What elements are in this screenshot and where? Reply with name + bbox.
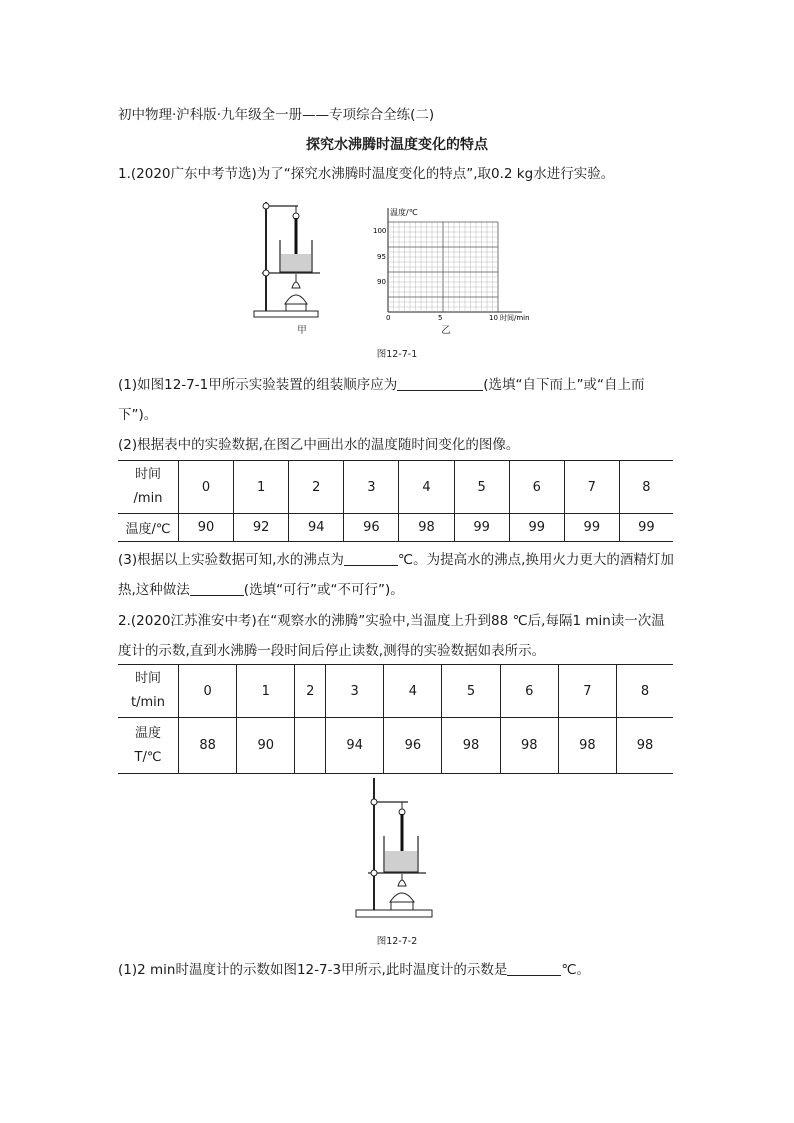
table-cell: 5 <box>442 665 500 718</box>
table-cell: 98 <box>558 718 616 774</box>
y-tick-label: 90 <box>377 278 386 286</box>
q2-part1: (1)2 min时温度计的示数如图12-7-3甲所示,此时温度计的示数是 ℃。 <box>118 962 591 978</box>
table-cell: 90 <box>237 718 295 774</box>
table-cell: 3 <box>344 461 399 514</box>
q2-data-table <box>118 664 673 774</box>
table-cell: 98 <box>500 718 558 774</box>
table-cell: 98 <box>442 718 500 774</box>
table-cell: 3 <box>326 665 384 718</box>
apparatus-figure-12-7-2 <box>352 776 438 922</box>
document-header: 初中物理·沪科版·九年级全一册——专项综合全练(二) <box>118 107 435 123</box>
table-cell: 7 <box>564 461 619 514</box>
table-cell: 94 <box>326 718 384 774</box>
temperature-time-graph <box>362 200 552 330</box>
table-cell: 94 <box>289 514 344 542</box>
table-cell: 1 <box>234 461 289 514</box>
section-title: 探究水沸腾时温度变化的特点 <box>306 137 488 153</box>
table-cell: 7 <box>558 665 616 718</box>
table-cell: 0 <box>179 461 234 514</box>
answer-blank-3[interactable] <box>190 581 244 596</box>
graph-xlabel: 时间/min <box>500 314 530 322</box>
table-cell: 88 <box>179 718 237 774</box>
table-cell: 99 <box>564 514 619 542</box>
figure-label-yi: 乙 <box>441 325 451 336</box>
table-cell: 1 <box>237 665 295 718</box>
apparatus-figure-jia <box>250 196 330 336</box>
x-tick-label: 10 <box>489 314 498 322</box>
q1-stem: 1.(2020广东中考节选)为了“探究水沸腾时温度变化的特点”,取0.2 kg水进行实验。 <box>118 166 615 182</box>
table-cell: 2 <box>289 461 344 514</box>
answer-blank-1[interactable] <box>397 376 483 391</box>
table-cell: 99 <box>619 514 673 542</box>
q1-data-table <box>118 460 673 542</box>
y-tick-label: 95 <box>377 253 386 261</box>
table-cell: 96 <box>344 514 399 542</box>
table-cell: 0 <box>179 665 237 718</box>
answer-blank-2[interactable] <box>344 551 398 566</box>
table-cell: 96 <box>384 718 442 774</box>
table-row-header: 温度 T/℃ <box>118 718 179 774</box>
graph-ylabel: 温度/℃ <box>390 208 418 217</box>
table-cell: 99 <box>454 514 509 542</box>
table-cell: 98 <box>399 514 454 542</box>
table-cell: 4 <box>399 461 454 514</box>
table-cell: 2 <box>295 665 326 718</box>
table-cell: 8 <box>616 665 673 718</box>
y-tick-label: 100 <box>373 227 387 235</box>
x-tick-label: 5 <box>438 314 443 322</box>
q1-part3: (3)根据以上实验数据可知,水的沸点为 ℃。为提高水的沸点,换用火力更大的酒精灯加热,这种做法 (选填“可行”或“不可行”)。 <box>118 552 674 598</box>
table-cell-empty <box>295 718 326 774</box>
figure-caption-12-7-1: 图12-7-1 <box>376 349 418 360</box>
q2-stem: 2.(2020江苏淮安中考)在“观察水的沸腾”实验中,当温度上升到88 ℃后,每隔1 min读一次温度计的示数,直到水沸腾一段时间后停止读数,测得的实验数据如表所示。 <box>118 613 665 659</box>
table-row-header: 时间 t/min <box>118 665 179 718</box>
figure-caption-12-7-2: 图12-7-2 <box>376 936 418 947</box>
graph-grid <box>388 222 498 312</box>
table-cell: 99 <box>509 514 564 542</box>
table-row-header: 时间 /min <box>118 461 179 514</box>
q1-part1: (1)如图12-7-1甲所示实验装置的组装顺序应为 (选填“自下而上”或“自上而下”)。 <box>118 377 645 423</box>
table-row-header: 温度/℃ <box>118 514 179 542</box>
table-cell: 5 <box>454 461 509 514</box>
table-cell: 90 <box>179 514 234 542</box>
table-cell: 8 <box>619 461 673 514</box>
table-cell: 4 <box>384 665 442 718</box>
table-cell: 98 <box>616 718 673 774</box>
q1-part2: (2)根据表中的实验数据,在图乙中画出水的温度随时间变化的图像。 <box>118 437 520 453</box>
table-cell: 6 <box>500 665 558 718</box>
table-cell: 92 <box>234 514 289 542</box>
x-tick-label: 0 <box>386 314 391 322</box>
answer-blank-4[interactable] <box>507 961 561 976</box>
figure-label-jia: 甲 <box>297 325 307 336</box>
table-cell: 6 <box>509 461 564 514</box>
